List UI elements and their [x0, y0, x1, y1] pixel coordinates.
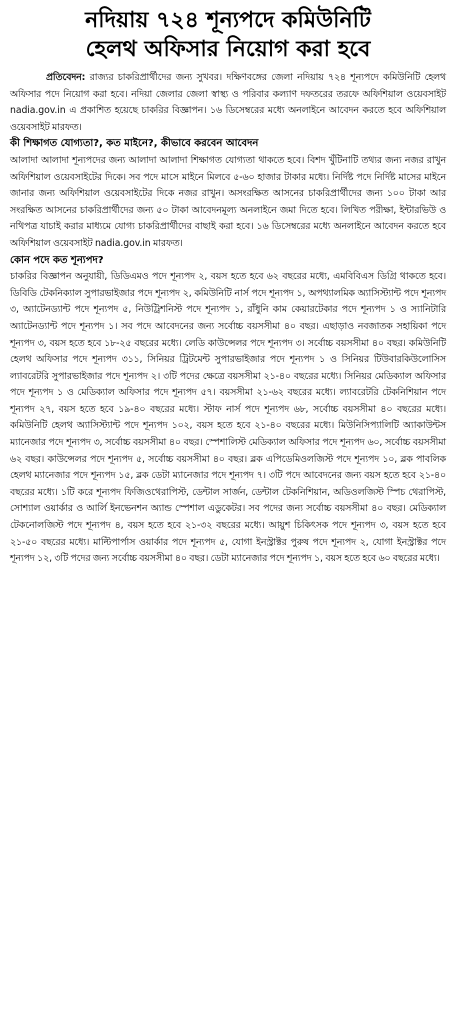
article-headline: [10, 6, 446, 64]
vacancies-paragraph: চাকরির বিজ্ঞাপন অনুযায়ী, ডিডিএমও পদে শূন্যপদ ২, বয়স হতে হবে ৬২ বছরের মধ্যে, এমবিবিএস ডিগ্রি থাকতে হবে। ডিবিডি টেকনিক্যাল সুপারভাইজার পদে শূন্যপদ ২, কমিউনিটি নার্স পদে শূন্যপদ ১, অপথ্যালমিক অ্যাসিস্ট্যান্ট পদে শূন্যপদ ৩, অ্যাটেনড্যান্ট পদে শূন্যপদ ৫, নিউট্রিশনিস্ট পদে শূন্যপদ ১, রাঁধুনি কাম কেয়ারটেকার পদে শূন্যপদ ১ ও স্যানিটারি অ্যাটেনড্যান্ট পদে শূন্যপদ ১। সব পদে আবেদনের জন্য সর্বোচ্চ বয়সসীমা ৪০ বছর। এছাড়াও নবজাতক সহায়িকা পদে শূন্যপদ ৩, বয়স হতে হবে ১৮-২৫ বছরের মধ্যে। লেডি কাউন্সেলর পদে শূন্যপদ ৩। সর্বোচ্চ বয়সসীমা ৪০ বছর। কমিউনিটি হেলথ অফিসার পদে শূন্যপদ ৩১১, সিনিয়র ট্রিটমেন্ট সুপারভাইজার পদে শূন্যপদ ১ ও সিনিয়র টিউবারকিউলোসিস ল্যাবরেটরি সুপারভাইজার পদে শূন্যপদ ২। ৩টি পদের ক্ষেত্রে বয়সসীমা ২১-৪০ বছরের মধ্যে। সিনিয়র মেডিক্যাল অফিসার পদে শূন্যপদ ১ ও মেডিক্যাল অফিসার পদে শূন্যপদ ৫৭। বয়সসীমা ২১-৬২ বছরের মধ্যে। ল্যাবরেটরি টেকনিশিয়ান পদে শূন্যপদ ২৭, বয়স হতে হবে ১৯-৪০ বছরের মধ্যে। স্টাফ নার্স পদে শূন্যপদ ৬৮, সর্বোচ্চ বয়সসীমা ৪০ বছরের মধ্যে। কমিউনিটি হেলথ অ্যাসিস্ট্যান্ট পদে শূন্যপদ ১০২, বয়স হতে হবে ২১-৪০ বছরের মধ্যে। মিউনিসিপ্যালিটি অ্যাকাউন্টস ম্যানেজার পদে শূন্যপদ ৩, সর্বোচ্চ বয়সসীমা ৪০ বছর। স্পেশালিস্ট মেডিক্যাল অফিসার পদে শূন্যপদ ৬০, সর্বোচ্চ বয়সসীমা ৬২ বছর। কাউন্সেলর পদে শূন্যপদ ৫, সর্বোচ্চ বয়সসীমা ৪০ বছর। ব্লক এপিডেমিওলজিস্ট পদে শূন্যপদ ১০, ব্লক পাবলিক হেলথ ম্যানেজার পদে শূন্যপদ ১৫, ব্লক ডেটা ম্যানেজার পদে শূন্যপদ ৭। ৩টি পদে আবেদনের জন্য বয়স হতে হবে ২১-৪০ বছরের মধ্যে। ১টি করে শূন্যপদ ফিজিওথেরাপিস্ট, ডেন্টাল সার্জন, ডেন্টাল টেকনিশিয়ান, অডিওলজিস্ট স্পিচ থেরাপিস্ট, সোশ্যাল ওয়ার্কার ও আর্লি ইনভেনশন অ্যান্ড স্পেশাল এডুকেটর। সব পদের জন্য সর্বোচ্চ বয়সসীমা ৪০ বছর। মেডিক্যাল টেকনোলজিস্ট পদে শূন্যপদ ৪, বয়স হতে হবে ২১-৩২ বছরের মধ্যে। আয়ুশ চিকিৎসক পদে শূন্যপদ ৩, বয়স হতে হবে ২১-৫০ বছরের মধ্যে। মাল্টিপার্পাস ওয়ার্কার পদে শূন্যপদ ৫, যোগা ইনস্ট্রাক্টর পুরুষ পদে শূন্যপদ ২, যোগা ইনস্ট্রাক্টর পদে শূন্যপদ ১২, ৩টি পদের জন্য সর্বোচ্চ বয়সসীমা ৪০ বছর। ডেটা ম্যানেজার পদে শূন্যপদ ১, বয়স হতে হবে ৬০ বছরের মধ্যে।: [10, 271, 446, 565]
byline: প্রতিবেদন:: [46, 72, 86, 83]
intro-paragraph: [10, 70, 446, 136]
headline-line-1: নদিয়ায় ৭২৪ শূন্যপদে কমিউনিটি: [85, 8, 371, 33]
section-heading-eligibility: কী শিক্ষাগত যোগ্যতা?, কত মাইনে?, কীভাবে করবেন আবেদন: [10, 138, 259, 150]
section-heading-vacancies: কোন পদে কত শূন্যপদ?: [10, 254, 104, 266]
intro-text: রাজ্যর চাকরিপ্রার্থীদের জন্য সুখবর। দক্ষিণবঙ্গের জেলা নদিয়ায় ৭২৪ শূন্যপদে কমিউনিটি হেলথ অফিসার পদে নিয়োগ করা হবে। নদিয়া জেলার জেলা স্বাস্থ্য ও পরিবার কল্যাণ দফতরের তরফে অফিশিয়াল ওয়েবসাইট nadia.gov.in এ প্রকাশিত হয়েছে চাকরির বিজ্ঞাপন। ১৬ ডিসেম্বরের মধ্যে অনলাইনে আবেদন করতে হবে অফিশিয়াল ওয়েবসাইট মারফত।: [10, 72, 446, 133]
headline-line-2: হেলথ অফিসার নিয়োগ করা হবে: [85, 37, 371, 62]
eligibility-paragraph: আলাদা আলাদা শূন্যপদের জন্য আলাদা আলাদা শিক্ষাগত যোগ্যতা থাকতে হবে। বিশদ খুঁটিনাটি তথ্যর জন্য নজর রাখুন অফিশিয়াল ওয়েবসাইটের দিকে। সব পদে মাসে মাইনে মিলবে ৫-৬০ হাজার টাকার মধ্যে। নির্দিষ্ট পদে নির্দিষ্ট মাসের মাইনে জানার জন্য অফিশিয়াল ওয়েবসাইটের দিকে নজর রাখুন। অসংরক্ষিত আসনের চাকরিপ্রার্থীদের জন্য ১০০ টাকা আর সংরক্ষিত আসনের চাকরিপ্রার্থীদের জন্য ৫০ টাকা আবেদনমূল্য অনলাইনে জমা দিতে হবে। লিখিত পরীক্ষা, ইন্টারভিউ ও নথিপত্র যাচাই করার মাধ্যমে যোগ্য চাকরিপ্রার্থীদের বাছাই করা হবে। ১৬ ডিসেম্বরের মধ্যে অনলাইনে আবেদন করতে হবে অফিশিয়াল ওয়েবসাইট nadia.gov.in মারফত।: [10, 154, 446, 249]
